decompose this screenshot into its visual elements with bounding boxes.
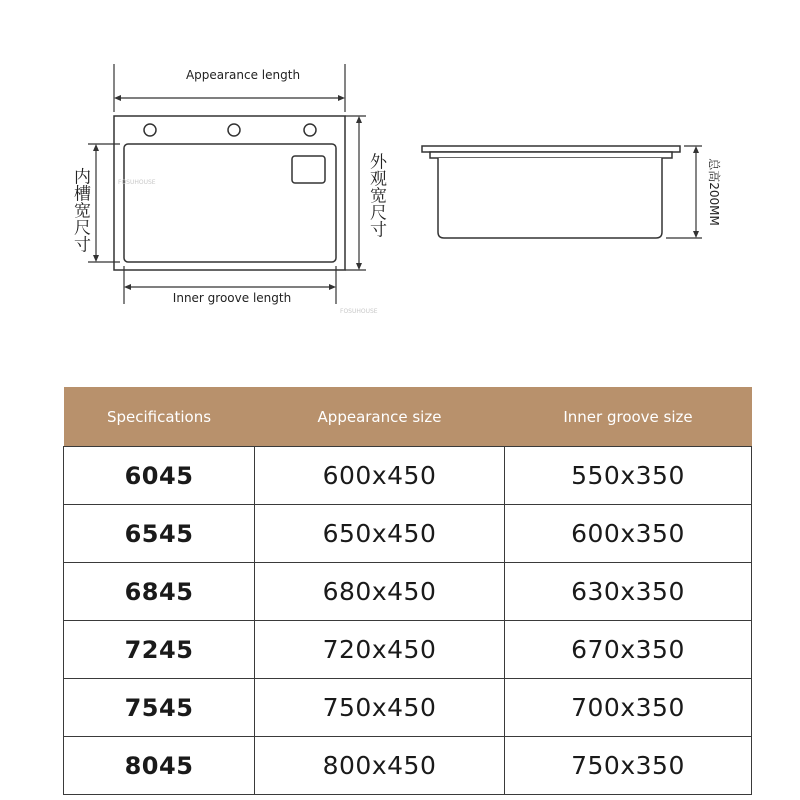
spec-cell: 7245 (64, 621, 255, 679)
inner-groove-size-cell: 600x350 (505, 505, 752, 563)
drain-box (292, 156, 325, 183)
table-row (64, 737, 752, 795)
header-appearance-size: Appearance size (255, 387, 505, 447)
appearance-width-dimension (345, 116, 366, 270)
inner-groove-size-cell: 750x350 (505, 737, 752, 795)
spec-cell: 8045 (64, 737, 255, 795)
appearance-size-cell: 720x450 (255, 621, 505, 679)
inner-groove-size-cell: 550x350 (505, 447, 752, 505)
appearance-size-cell: 750x450 (255, 679, 505, 737)
watermark-2: FOSUHOUSE (340, 308, 378, 315)
inner-groove-size-cell: 700x350 (505, 679, 752, 737)
watermark-1: FOSUHOUSE (118, 179, 156, 186)
faucet-hole-2 (228, 124, 240, 136)
inner-groove-length-label: Inner groove length (172, 291, 292, 305)
specifications-table (63, 387, 752, 795)
inner-groove-size-cell: 670x350 (505, 621, 752, 679)
appearance-width-label: 外观宽尺寸 (366, 152, 386, 238)
appearance-length-label: Appearance length (185, 68, 301, 82)
total-height-dimension (666, 146, 702, 238)
table-row (64, 505, 752, 563)
inner-groove-size-cell: 630x350 (505, 563, 752, 621)
spec-cell: 7545 (64, 679, 255, 737)
appearance-size-cell: 800x450 (255, 737, 505, 795)
table-row (64, 679, 752, 737)
header-inner-groove-size: Inner groove size (505, 387, 752, 447)
appearance-size-cell: 680x450 (255, 563, 505, 621)
table-row (64, 563, 752, 621)
faucet-hole-3 (304, 124, 316, 136)
sink-dimension-diagram (0, 0, 800, 340)
total-height-label: 总高200MM (707, 158, 721, 226)
table-row (64, 447, 752, 505)
appearance-size-cell: 650x450 (255, 505, 505, 563)
spec-cell: 6845 (64, 563, 255, 621)
appearance-size-cell: 600x450 (255, 447, 505, 505)
table-row (64, 621, 752, 679)
table-header-row (64, 387, 752, 447)
faucet-hole-1 (144, 124, 156, 136)
sink-top-view (114, 116, 345, 270)
inner-groove-width-label: 内槽宽尺寸 (70, 167, 90, 253)
sink-side-view (422, 146, 680, 238)
spec-cell: 6045 (64, 447, 255, 505)
header-specifications: Specifications (64, 387, 255, 447)
spec-cell: 6545 (64, 505, 255, 563)
